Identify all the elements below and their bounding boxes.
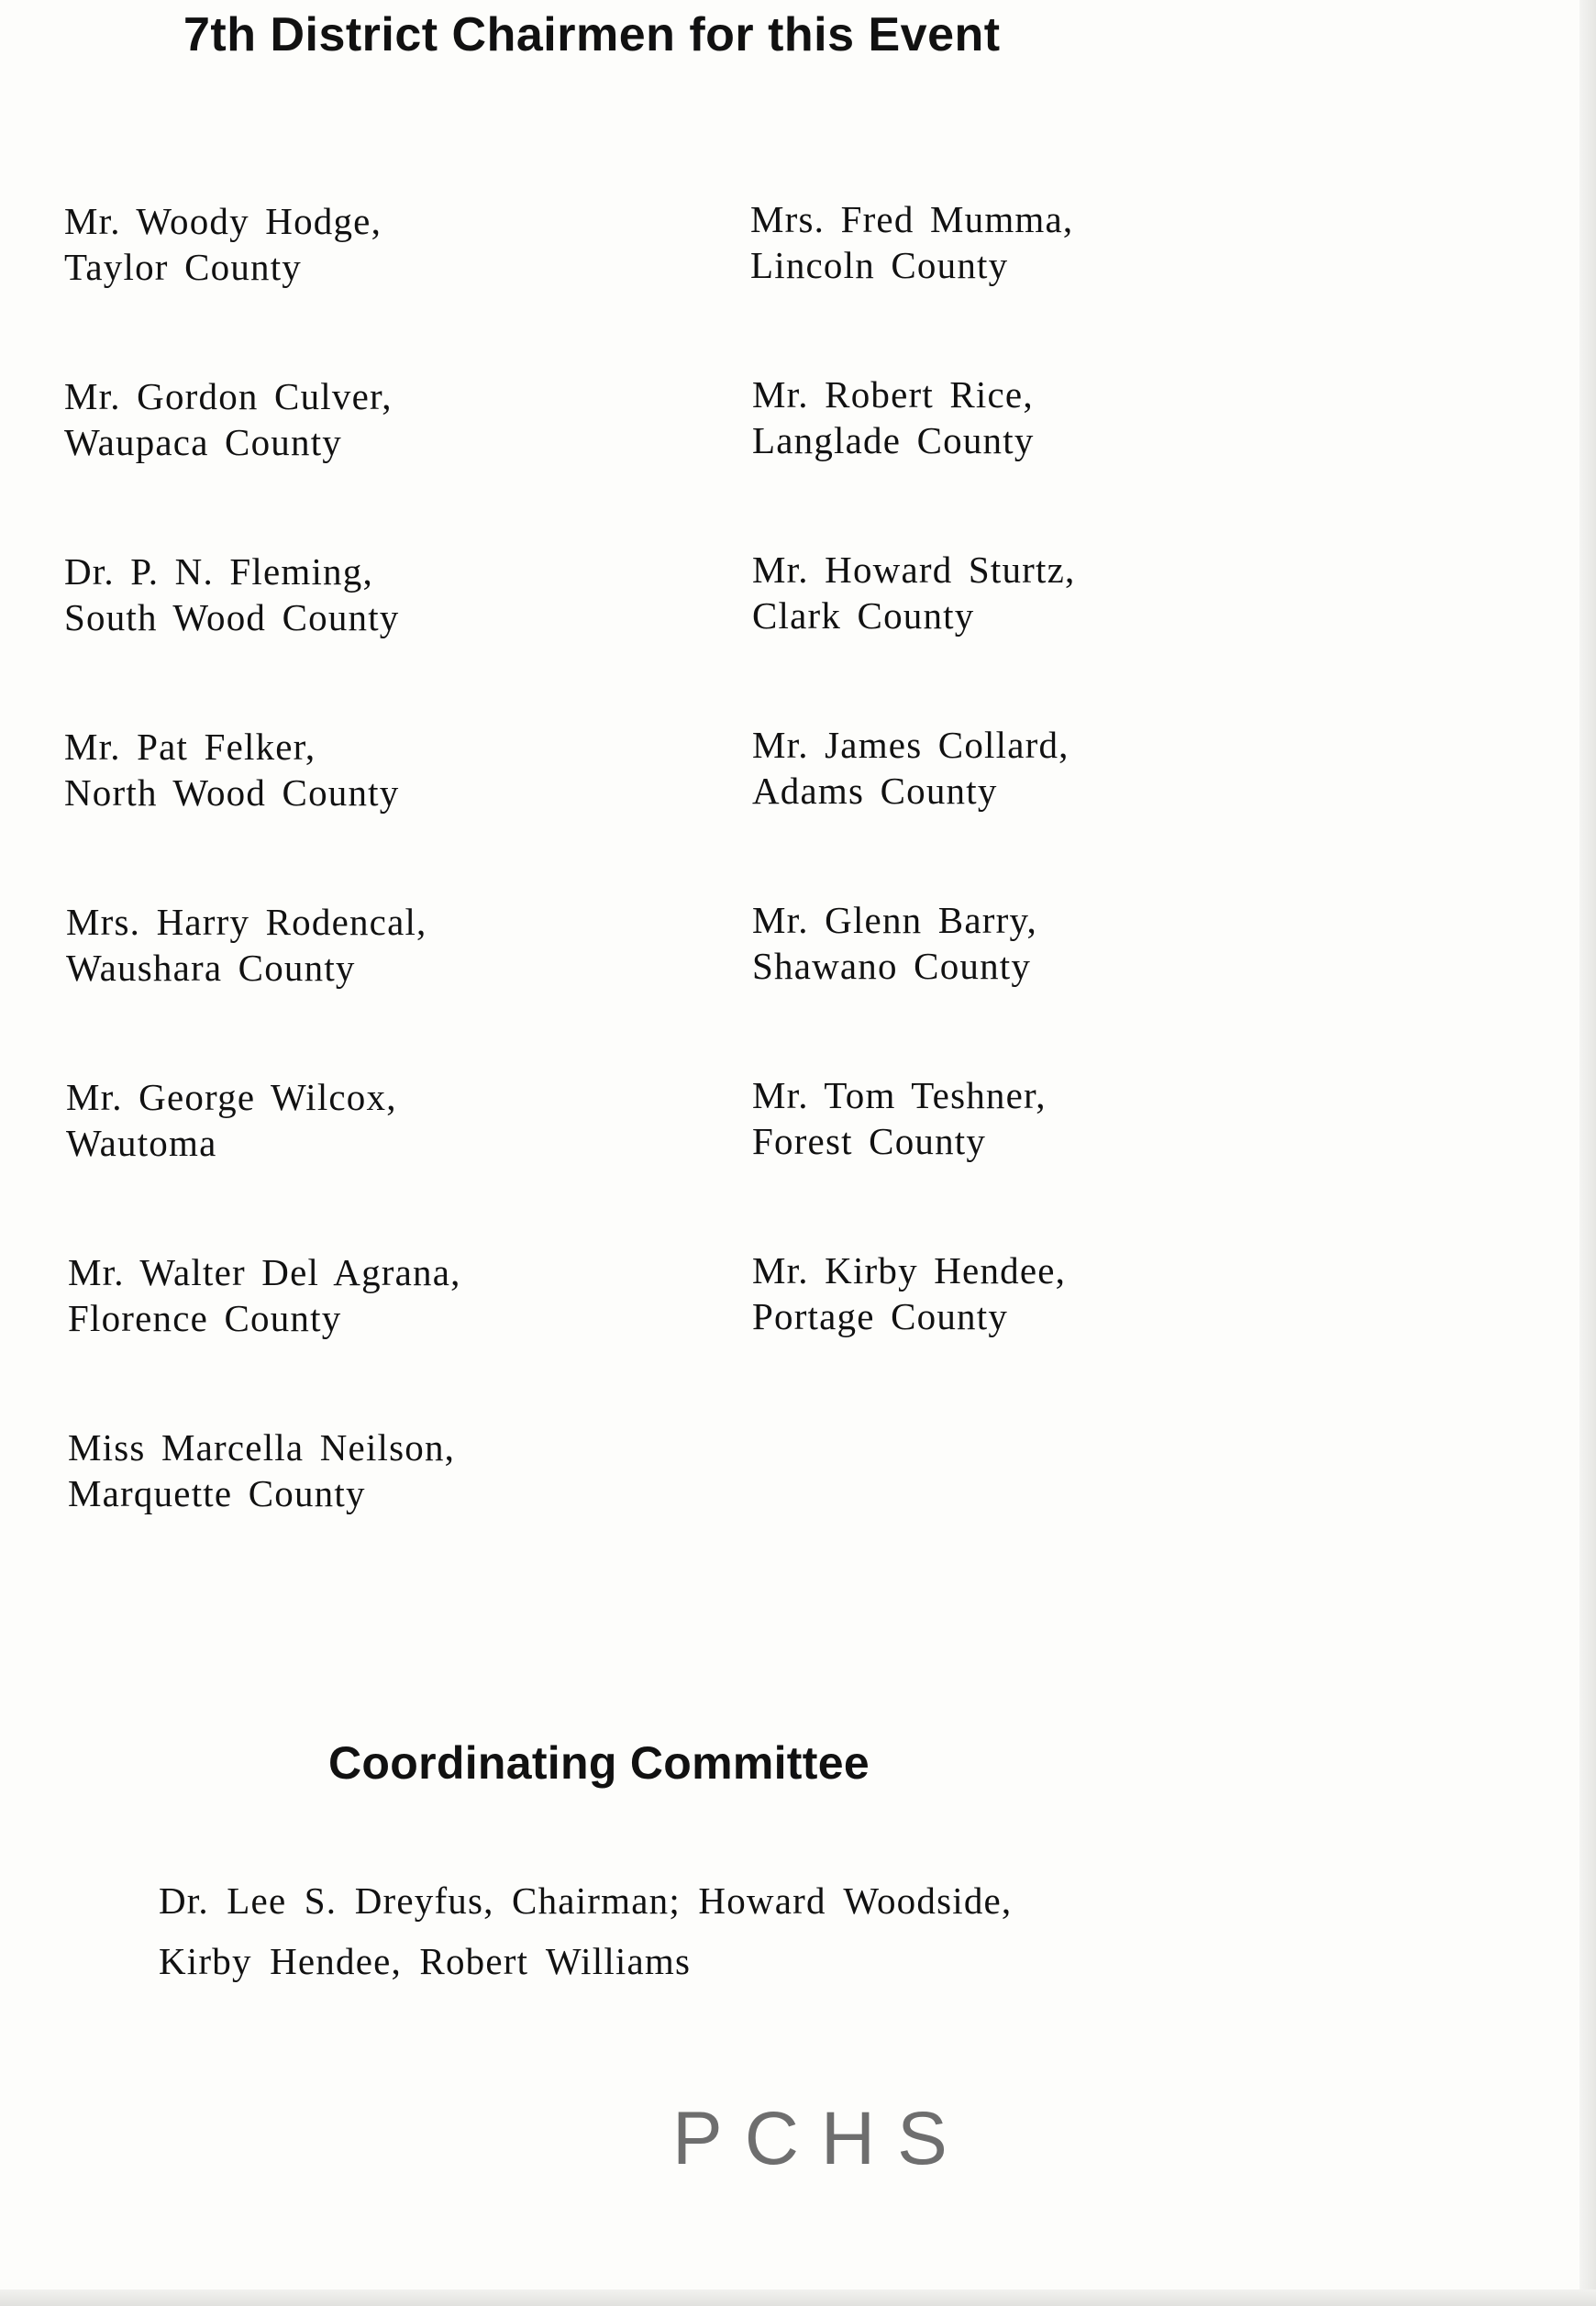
committee-members-line: Kirby Hendee, Robert Williams (159, 1940, 692, 1982)
chairman-name: Mr. Kirby Hendee, (752, 1249, 1067, 1292)
pchs-watermark: PCHS (672, 2097, 970, 2180)
chairman-county: Portage County (752, 1295, 1009, 1337)
chairman-entry (66, 899, 427, 991)
chairman-entry (752, 1247, 1066, 1339)
chairman-entry (64, 549, 400, 640)
chairman-entry (752, 371, 1035, 463)
chairman-name: Mrs. Fred Mumma, (750, 198, 1074, 240)
chairman-county: Shawano County (752, 945, 1032, 987)
chairman-name: Mrs. Harry Rodencal, (66, 901, 427, 943)
chairman-entry (752, 722, 1070, 814)
committee-title: Coordinating Committee (328, 1737, 870, 1789)
chairman-entry (750, 196, 1073, 288)
chairman-county: Waupaca County (64, 421, 342, 463)
chairman-entry (64, 724, 399, 815)
chairman-entry (66, 1074, 397, 1166)
chairman-county: South Wood County (64, 596, 400, 638)
chairman-county: Lincoln County (750, 244, 1009, 286)
chairman-county: Florence County (68, 1297, 342, 1339)
chairman-entry (68, 1425, 455, 1516)
chairman-name: Miss Marcella Neilson, (68, 1426, 456, 1469)
page-title: 7th District Chairmen for this Event (183, 8, 1001, 61)
page-edge-right (1579, 0, 1596, 2306)
chairman-county: Forest County (752, 1120, 987, 1162)
chairman-entry (752, 547, 1075, 638)
chairman-county: Wautoma (66, 1122, 217, 1164)
chairman-entry (68, 1249, 461, 1341)
chairman-entry (752, 897, 1037, 989)
chairman-county: Adams County (752, 770, 998, 812)
committee-members-line: Dr. Lee S. Dreyfus, Chairman; Howard Woodside, (159, 1879, 1013, 1922)
chairman-name: Mr. James Collard, (752, 724, 1070, 766)
chairman-county: Marquette County (68, 1472, 366, 1514)
chairman-county: Langlade County (752, 419, 1035, 461)
page-edge-bottom (0, 2289, 1596, 2306)
chairman-county: Waushara County (66, 947, 356, 989)
chairman-name: Dr. P. N. Fleming, (64, 550, 373, 593)
chairman-name: Mr. Pat Felker, (64, 726, 316, 768)
chairman-name: Mr. Woody Hodge, (64, 200, 382, 242)
chairman-county: Clark County (752, 594, 975, 637)
chairman-entry (64, 198, 382, 290)
chairman-name: Mr. Walter Del Agrana, (68, 1251, 461, 1293)
chairman-name: Mr. Tom Teshner, (752, 1074, 1047, 1116)
chairman-name: Mr. George Wilcox, (66, 1076, 397, 1118)
chairman-county: Taylor County (64, 246, 303, 288)
chairman-entry (752, 1072, 1047, 1164)
chairman-name: Mr. Gordon Culver, (64, 375, 393, 417)
chairman-entry (64, 373, 393, 465)
chairman-name: Mr. Robert Rice, (752, 373, 1034, 416)
chairman-county: North Wood County (64, 771, 400, 814)
chairman-name: Mr. Glenn Barry, (752, 899, 1037, 941)
chairman-name: Mr. Howard Sturtz, (752, 549, 1076, 591)
